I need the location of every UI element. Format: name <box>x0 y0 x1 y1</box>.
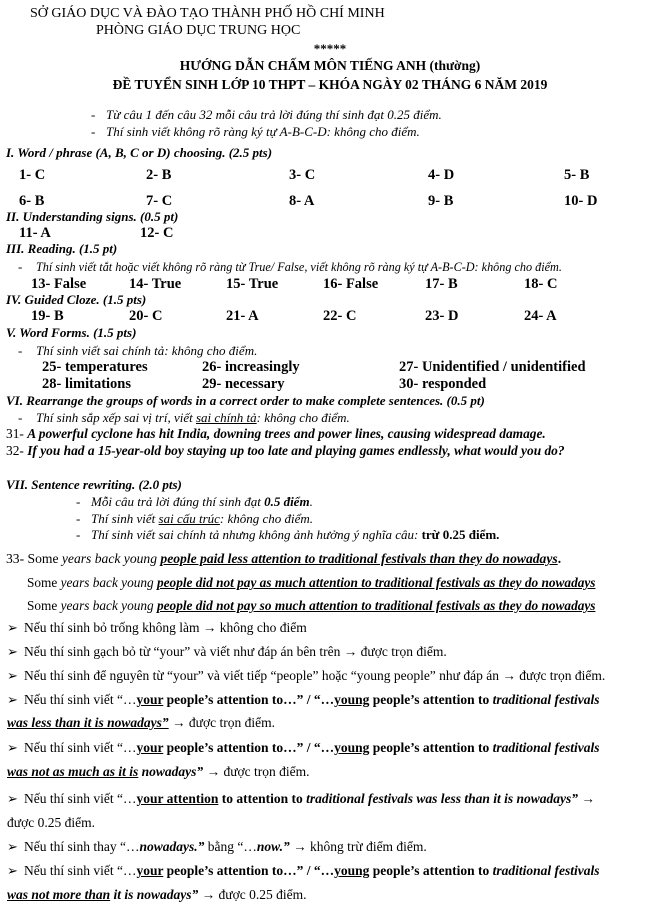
answer: 20- C <box>129 308 163 324</box>
arrow-icon: → <box>172 715 186 730</box>
rule-5-cont: was not as much as it is nowadays” → được trọn điểm. <box>7 764 310 779</box>
bullet-arrow-icon: ➢ <box>7 668 18 683</box>
answer: 5- B <box>564 167 590 183</box>
answer: 6- B <box>19 193 45 209</box>
answer: 26- increasingly <box>202 359 300 375</box>
rule-5: Nếu thí sinh viết “…your people’s attention to…” / “…young people’s attention to traditional festivals <box>24 740 600 755</box>
answer: 1- C <box>19 167 46 183</box>
rule-4-cont: was less than it is nowadays” → được trọn điểm. <box>7 715 275 730</box>
section-note: Mỗi câu trả lời đúng thí sinh đạt 0.5 điểm. <box>91 494 313 509</box>
arrow-icon: → <box>343 644 358 659</box>
rule-2: Nếu thí sinh gạch bỏ từ “your” và viết như đáp án bên trên → được trọn điểm. <box>24 644 447 659</box>
answer: 9- B <box>428 193 454 209</box>
bullet-arrow-icon: ➢ <box>7 791 18 806</box>
section-note: Thí sinh viết tắt hoặc viết không rõ ràng từ True/ False, viết không rõ ràng ký tự A-B-C-D: không cho điểm. <box>36 260 562 274</box>
bullet-arrow-icon: ➢ <box>7 644 18 659</box>
answer: 19- B <box>31 308 64 324</box>
doc-title: HƯỚNG DẪN CHẤM MÔN TIẾNG ANH (thường) <box>179 58 481 73</box>
section-heading: II. Understanding signs. (0.5 pt) <box>6 209 179 224</box>
doc-subtitle: ĐỀ TUYỂN SINH LỚP 10 THPT – KHÓA NGÀY 02 THÁNG 6 NĂM 2019 <box>112 77 548 92</box>
answer: 4- D <box>428 167 455 183</box>
rule-4: Nếu thí sinh viết “…your people’s attention to…” / “…young people’s attention to traditional festivals <box>24 692 600 707</box>
answer: 29- necessary <box>202 376 285 392</box>
rule-3: Nếu thí sinh để nguyên từ “your” và viết tiếp “people” hoặc “young people” như đáp án → được trọn điểm. <box>24 668 606 683</box>
answer: 16- False <box>323 276 379 292</box>
answer-33-a: Some years back young people did not pay as much attention to traditional festivals as they do nowadays <box>27 575 596 590</box>
answer: 28- limitations <box>42 376 132 392</box>
arrow-icon: → <box>502 668 516 683</box>
section-note: Thí sinh viết sai chính tả nhưng không ảnh hưởng ý nghĩa câu: trừ 0.25 điểm. <box>91 527 500 542</box>
bullet-arrow-icon: ➢ <box>7 839 18 854</box>
arrow-icon: → <box>201 887 216 902</box>
section-heading: IV. Guided Cloze. (1.5 pts) <box>6 292 147 307</box>
answer-32: 32- If you had a 15-year-old boy staying up too late and playing games endlessly, what would you do? <box>6 443 565 458</box>
rule-8-cont: was not more than it is nowadays” → được 0.25 điểm. <box>7 887 307 902</box>
section-heading: VII. Sentence rewriting. (2.0 pts) <box>6 477 182 492</box>
section-note: Thí sinh viết sai chính tả: không cho điểm. <box>36 343 258 358</box>
answer: 10- D <box>564 193 598 209</box>
bullet-arrow-icon: ➢ <box>7 740 18 755</box>
separator-stars: ***** <box>313 41 347 56</box>
section-note: Thí sinh viết sai cấu trúc: không cho điểm. <box>91 511 314 526</box>
bullet-arrow-icon: ➢ <box>7 620 18 635</box>
section-note: Thí sinh sắp xếp sai vị trí, viết sai chính tả: không cho điểm. <box>36 410 350 425</box>
answer: 11- A <box>19 225 51 241</box>
rule-1: Nếu thí sinh bỏ trống không làm → không cho điểm <box>24 620 307 635</box>
rule-6: Nếu thí sinh viết “…your attention to attention to traditional festivals was less than it is nowadays” → <box>24 791 595 806</box>
intro-note: Thí sinh viết không rõ ràng ký tự A-B-C-D: không cho điểm. <box>106 124 420 139</box>
answer: 18- C <box>524 276 558 292</box>
question-33: 33- Some years back young people paid less attention to traditional festivals than they do nowadays. <box>6 551 562 566</box>
answer: 22- C <box>323 308 357 324</box>
arrow-icon: → <box>206 764 221 779</box>
section-heading: I. Word / phrase (A, B, C or D) choosing. (2.5 pts) <box>6 145 273 160</box>
rule-6-cont: được 0.25 điểm. <box>7 815 95 830</box>
rule-8: Nếu thí sinh viết “…your people’s attention to…” / “…young people’s attention to traditional festivals <box>24 863 600 878</box>
rule-7: Nếu thí sinh thay “…nowadays.” bằng “…now.” → không trừ điểm điểm. <box>24 839 427 854</box>
bullet-arrow-icon: ➢ <box>7 692 18 707</box>
office-name: PHÒNG GIÁO DỤC TRUNG HỌC <box>96 23 301 38</box>
bullet-arrow-icon: ➢ <box>7 863 18 878</box>
section-heading: VI. Rearrange the groups of words in a correct order to make complete sentences. (0.5 pt) <box>6 393 485 408</box>
section-heading: III. Reading. (1.5 pt) <box>6 241 118 256</box>
answer: 23- D <box>425 308 459 324</box>
answer: 7- C <box>146 193 173 209</box>
answer-31: 31- A powerful cyclone has hit India, downing trees and power lines, causing widespread damage. <box>6 426 546 441</box>
answer: 8- A <box>289 193 315 209</box>
arrow-icon: → <box>581 791 595 806</box>
answer: 3- C <box>289 167 316 183</box>
answer: 21- A <box>226 308 259 324</box>
department-name: SỞ GIÁO DỤC VÀ ĐÀO TẠO THÀNH PHỐ HỒ CHÍ MINH <box>30 6 385 21</box>
answer: 14- True <box>129 276 182 292</box>
answer: 15- True <box>226 276 279 292</box>
answer: 27- Unidentified / unidentified <box>399 359 586 375</box>
answer: 13- False <box>31 276 87 292</box>
arrow-icon: → <box>293 839 307 854</box>
arrow-icon: → <box>202 620 217 635</box>
intro-note: Từ câu 1 đến câu 32 mỗi câu trả lời đúng thí sinh đạt 0.25 điểm. <box>106 107 442 122</box>
answer: 24- A <box>524 308 557 324</box>
answer: 30- responded <box>399 376 487 392</box>
section-heading: V. Word Forms. (1.5 pts) <box>6 325 137 340</box>
answer-33-b: Some years back young people did not pay so much attention to traditional festivals as they do nowadays <box>27 598 596 613</box>
answer: 17- B <box>425 276 458 292</box>
answer: 2- B <box>146 167 172 183</box>
answer: 12- C <box>140 225 174 241</box>
answer: 25- temperatures <box>42 359 148 375</box>
